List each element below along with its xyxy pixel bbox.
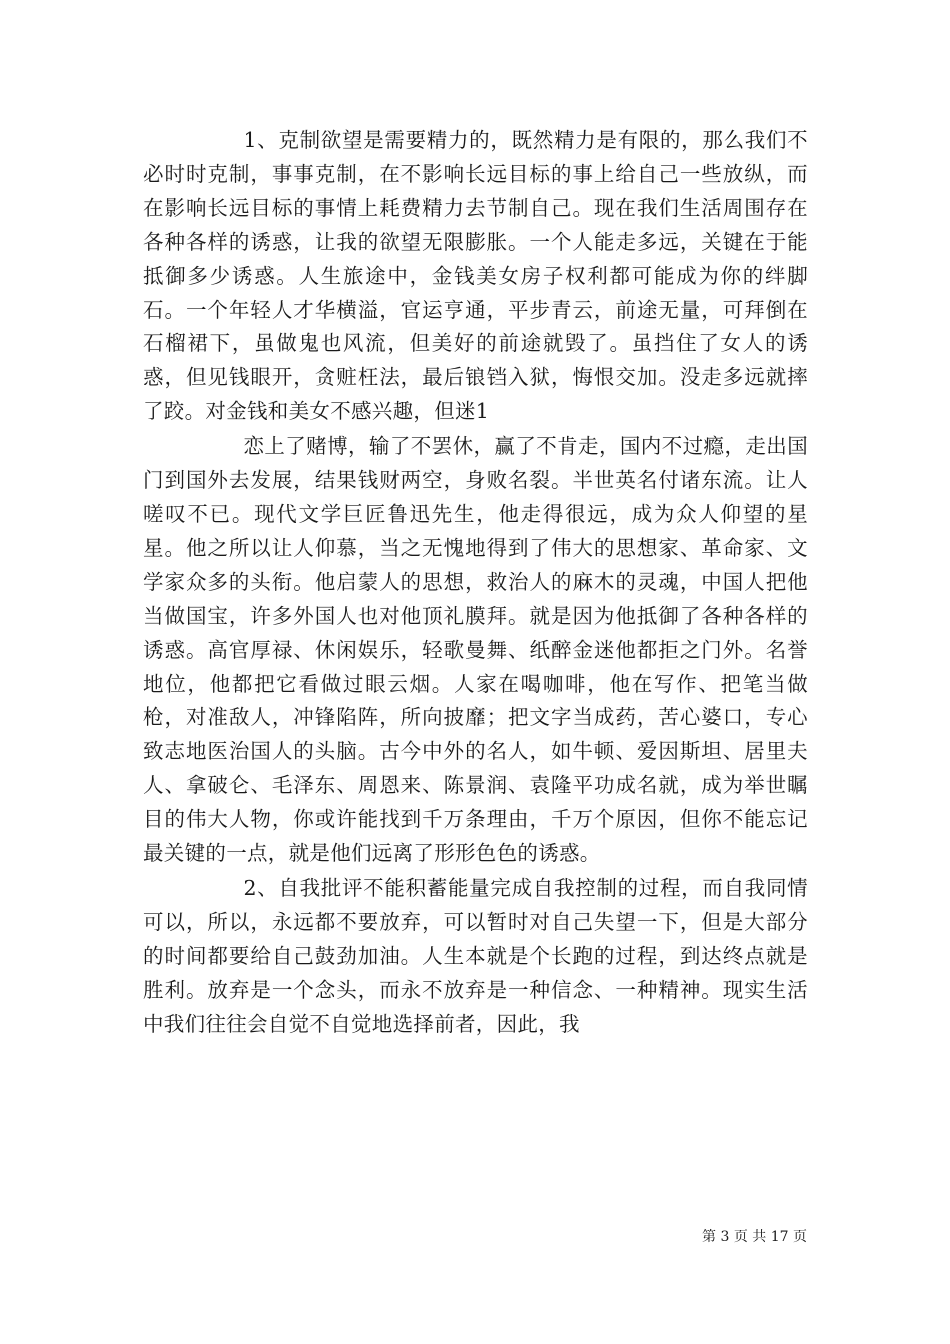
paragraph-3: 2、自我批评不能积蓄能量完成自我控制的过程，而自我同情可以，所以，永远都不要放弃，可以暂时对自己失望一下，但是大部分的时间都要给自己鼓劲加油。人生本就是个长跑的过程，到达终点就是胜利。放弃是一个念头，而永不放弃是一种信念、一种精神。现实生活中我们往往会自觉不自觉地选择前者，因此，我 xyxy=(143,875,808,1036)
page-number-footer: 第 3 页 共 17 页 xyxy=(702,1229,807,1245)
paragraph-2: 恋上了赌博，输了不罢休，赢了不肯走，国内不过瘾，走出国门到国外去发展，结果钱财两空，身败名裂。半世英名付诸东流。让人嗟叹不已。现代文学巨匠鲁迅先生，他走得很远，成为众人仰望的星星。他之所以让人仰慕，当之无愧地得到了伟大的思想家、革命家、文学家众多的头衔。他启蒙人的思想，救治人的麻木的灵魂，中国人把他当做国宝，许多外国人也对他顶礼膜拜。就是因为他抵御了各种各样的诱惑。高官厚禄、休闲娱乐，轻歌曼舞、纸醉金迷他都拒之门外。名誉地位，他都把它看做过眼云烟。人家在喝咖啡，他在写作、把笔当做枪，对准敌人，冲锋陷阵，所向披靡；把文字当成药，苦心婆口，专心致志地医治国人的头脑。古今中外的名人，如牛顿、爱因斯坦、居里夫人、拿破仑、毛泽东、周恩来、陈景润、袁隆平功成名就，成为举世瞩目的伟大人物，你或许能找到千万条理由，千万个原因，但你不能忘记最关键的一点，就是他们远离了形形色色的诱惑。 xyxy=(143,434,808,866)
paragraph-1: 1、克制欲望是需要精力的，既然精力是有限的，那么我们不必时时克制，事事克制，在不影响长远目标的事上给自己一些放纵，而在影响长远目标的事情上耗费精力去节制自己。现在我们生活周围存在各种各样的诱惑，让我的欲望无限膨胀。一个人能走多远，关键在于能抵御多少诱惑。人生旅途中，金钱美女房子权利都可能成为你的绊脚石。一个年轻人才华横溢，官运亨通，平步青云，前途无量，可拜倒在石榴裙下，虽做鬼也风流，但美好的前途就毁了。虽挡住了女人的诱惑，但见钱眼开，贪赃枉法，最后锒铛入狱，悔恨交加。没走多远就摔了跤。对金钱和美女不感兴趣，但迷1 xyxy=(143,128,808,424)
document-body xyxy=(143,124,808,1041)
